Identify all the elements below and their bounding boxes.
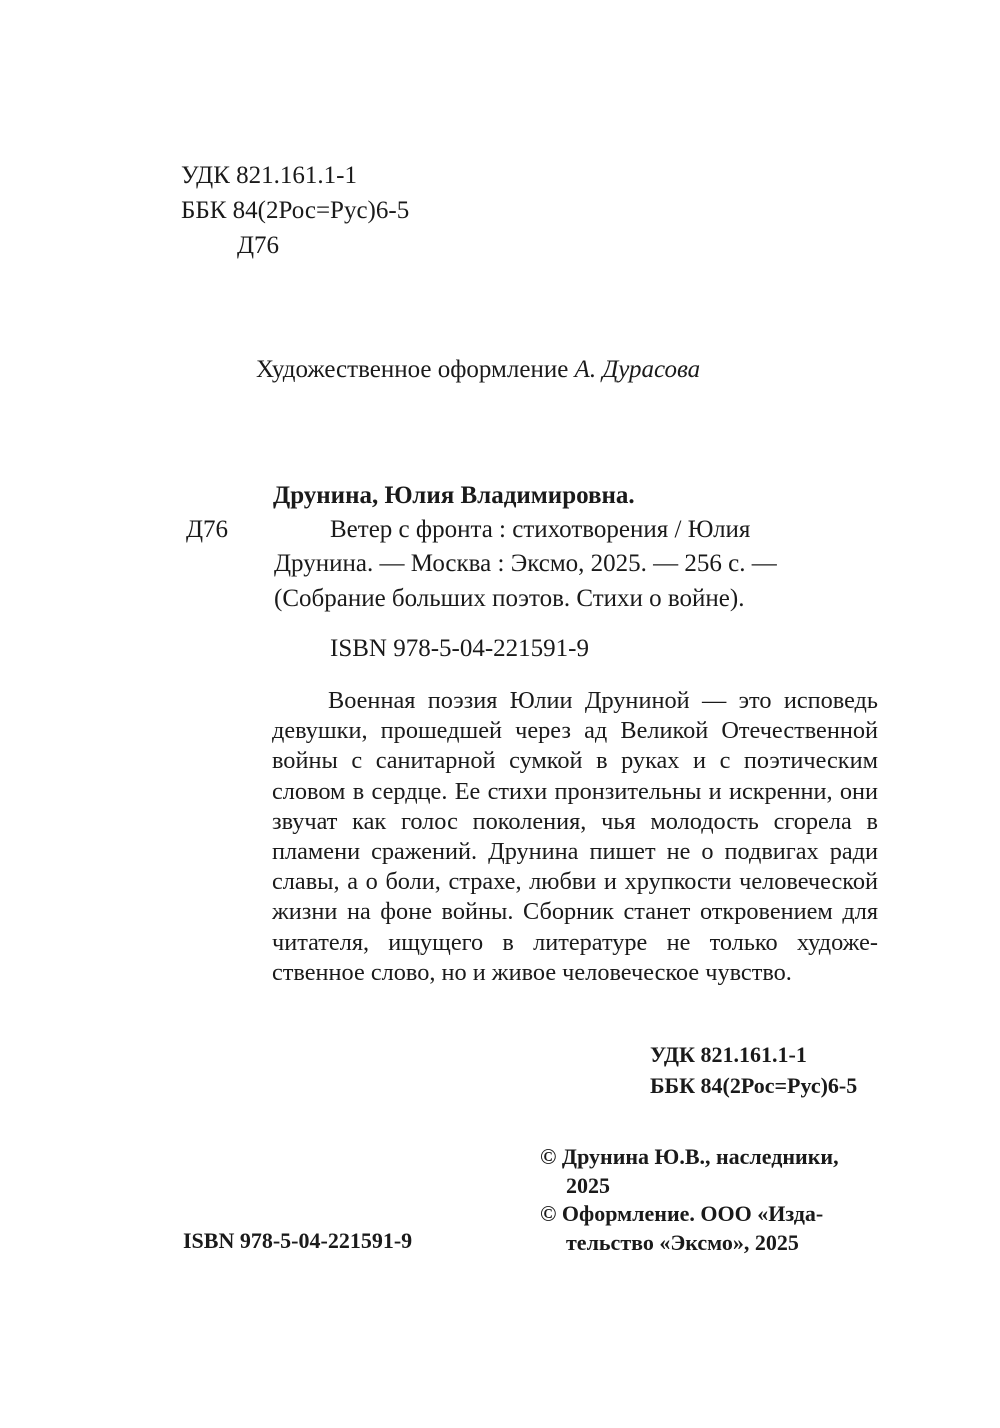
top-author-mark: Д76 [237, 232, 280, 259]
annotation-paragraph: Военная поэзия Юлии Друниной — это исповедь девушки, прошедшей через ад Великой Отечественной войны с санитарной сумкой в руках и с поэтическим словом в сердце. Ее стихи пронзительны и искренни, они звучат как голос поколения, чья молодость сгорела в пламени сражений. Друнина пишет не о подвигах ради славы, а о боли, страхе, любви и хрупкости человеческой жизни на фоне войны. Сборник станет откровением для читателя, ищущего в литературе не только художественное слово, но и живое человеческое чувство. [272, 687, 878, 986]
top-bbk: ББК 84(2Рос=Рус)6-5 [181, 197, 410, 224]
bottom-udk: УДК 821.161.1-1 [650, 1042, 807, 1067]
copyright-line-1a: © Друнина Ю.В., наследники, [540, 1144, 839, 1169]
design-credit-designer: А. Дурасова [574, 356, 701, 383]
copyright-line-1b: 2025 [566, 1173, 610, 1198]
record-description-line-2: Друнина. — Москва : Эксмо, 2025. — 256 с. — [274, 550, 777, 577]
record-author-mark: Д76 [186, 516, 229, 543]
bottom-bbk: ББК 84(2Рос=Рус)6-5 [650, 1073, 858, 1098]
bottom-isbn: ISBN 978-5-04-221591-9 [183, 1228, 413, 1253]
copyright-line-2a: © Оформление. ООО «Изда- [540, 1201, 824, 1226]
author-heading: Друнина, Юлия Владимировна. [273, 482, 635, 509]
copyright-line-2b: тельство «Эксмо», 2025 [566, 1230, 799, 1255]
top-udk: УДК 821.161.1-1 [181, 162, 357, 189]
design-credit [256, 354, 700, 386]
record-isbn: ISBN 978-5-04-221591-9 [330, 635, 590, 662]
record-description-line-3: (Собрание больших поэтов. Стихи о войне). [274, 585, 745, 612]
design-credit-label: Художественное оформление [256, 356, 569, 383]
record-description-line-1: Ветер с фронта : стихотворения / Юлия [330, 516, 751, 543]
